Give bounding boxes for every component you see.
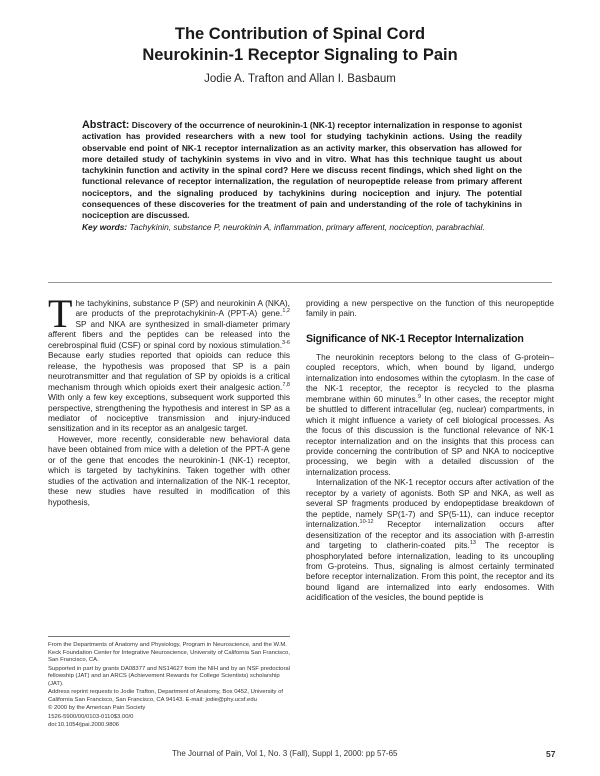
article-title <box>0 24 600 66</box>
keywords-text: Tachykinin, substance P, neurokinin A, inflammation, primary afferent, nociception, parabrachial. <box>127 221 485 232</box>
title-line-1: The Contribution of Spinal Cord <box>174 25 426 43</box>
text-run: The neurokinin receptors belong to the class of G-protein–coupled receptors, which, when bound by ligand, undergo internalization into endosomes within the cytoplasm. In the case of the NK-1 receptor, the receptor is recycled to the plasma membrane within 60 minutes. <box>306 351 554 404</box>
abstract-separator <box>48 282 552 283</box>
keywords-label: Key words: <box>82 221 128 232</box>
text-run: he tachykinins, substance P (SP) and neurokinin A (NKA), are products of the preprotachykinin-A (PPT-A) gene. <box>75 298 290 319</box>
citation: 9 <box>417 393 421 400</box>
citation: 1,2 <box>282 308 290 315</box>
affiliation-note: From the Departments of Anatomy and Physiology, Program in Neuroscience, and the W.M. Keck Foundation Center for Integrative Neuroscience, University of California San Francisco, San Francisco, CA. <box>48 642 290 663</box>
keywords <box>82 222 522 233</box>
issn-note: 1526-5900/00/0103-0110$3.00/0 <box>48 713 134 720</box>
section-paragraph-2 <box>306 477 554 602</box>
text-run: Receptor internalization occurs after desensitization of the receptor and its association with β-arrestin and targeting to clatherin-coated pits. <box>306 519 554 551</box>
page-number: 57 <box>546 749 556 759</box>
citation: 7,8 <box>282 381 290 388</box>
citation: 13 <box>469 540 476 547</box>
citation: 10-12 <box>359 519 374 526</box>
abstract-label: Abstract: <box>82 119 130 131</box>
author-line: Jodie A. Trafton and Allan I. Basbaum <box>204 73 396 85</box>
text-run: The receptor is phosphorylated before internalization, leading to its uncoupling from G-proteins. Thus, signaling is almost certainly terminated before receptor internalization. From this point, the receptor and its bound ligand are internalized into early endosomes. With acidification of the vesicles, the bound peptide is <box>306 540 554 603</box>
text-run: In other cases, the receptor might be shuttled to different intracellular (eg, nuclear) compartments, in which it might influence a variety of cell biological processes. As the focus of this discussion is the functional relevance of NK-1 receptor internalization and on the insights that this process can provide concerning the contribution of SP and NKA to nociceptive processing, we begin with a detailed discussion of the internalization process. <box>306 393 555 477</box>
funding-note: Supported in part by grants DA08377 and NS14627 from the NIH and by an NSF predoctoral fellowship (JAT) and an ARCS (Achievement Rewards for College Scientists) scholarship (JAT). <box>48 665 290 687</box>
abstract-text: Discovery of the occurrence of neurokinin-1 (NK-1) receptor internalization in response to agonist activation has provided researchers with a new tool for studying tachykinin actions. Using the readily observable end point of NK-1 receptor internalization as an activity marker, this observation has allowed for more detailed study of tachykinin systems in vivo and in vitro. What has this technique taught us about tachykinin function and activity in the spinal cord? Here we discuss recent findings, which shed light on the functional relevance of receptor internalization, the regulation of neuropeptide release from primary afferent nociceptors, and the signaling produced by tachykinins during nociception and injury. The potential consequences of these discoveries for the treatment of pain and understanding of the role of tachykinins in nociception are discussed. <box>82 120 522 221</box>
doi-note: doi:10.1054/jpai.2000.9806 <box>48 722 120 728</box>
citation: 3-6 <box>282 340 290 347</box>
footnote-block <box>48 642 290 731</box>
section-heading: Significance of NK-1 Receptor Internalization <box>306 332 524 345</box>
left-column <box>48 291 290 507</box>
continuation-paragraph: providing a new perspective on the function of this neuropeptide family in pain. <box>306 298 554 319</box>
text-run: Internalization of the NK-1 receptor occurs after activation of the receptor by a variety of agonists. Both SP and NKA, as well as several SP fragments produced by endopeptidase breakdown of the peptide, namely SP(1-7) and SP(5-11), can induce receptor internalization. <box>306 477 554 530</box>
copyright-note: © 2000 by the American Pain Society <box>48 705 146 711</box>
title-line-2: Neurokinin-1 Receptor Signaling to Pain <box>142 46 458 64</box>
right-column <box>306 298 554 603</box>
drop-cap: T <box>48 291 73 336</box>
section-paragraph-1 <box>306 352 554 477</box>
text-run: Because early studies reported that opioids can reduce this release, the hypothesis was proposed that SP is a pain neurotransmitter and that regulation of SP by opioids is a critical mechanism through which opioids exert their analgesic action. <box>48 350 290 392</box>
text-run: With only a few key exceptions, subsequent work supported this perspective, strengthening the hypothesis and interest in SP as a mediator of nociceptive transmission and injury-induced sensitization and in its receptor as an analgesic target. <box>48 392 290 434</box>
intro-paragraph-1 <box>48 291 290 434</box>
journal-citation: The Journal of Pain, Vol 1, No. 3 (Fall), Suppl 1, 2000: pp 57-65 <box>172 749 398 758</box>
footnote-rule <box>48 636 290 637</box>
reprint-note: Address reprint requests to Jodie Trafton, Department of Anatomy, Box 0452, University of California San Francisco, San Francisco, CA 94143. E-mail: jodie@phy.ucsf.edu <box>48 689 283 703</box>
text-run: SP and NKA are synthesized in small-diameter primary afferent fibers and the peptides can be released into the cerebrospinal fluid (CSF) or spinal cord by noxious stimulation. <box>48 318 290 350</box>
abstract-block <box>82 120 522 233</box>
intro-paragraph-2: However, more recently, considerable new behavioral data have been obtained from mice with a deletion of the PPT-A gene or of the gene that encodes the neurokinin-1 (NK-1) receptor, which is targeted by tachykinins. Taken together with other studies of the activation and internalization of the NK-1 receptor, these new studies have resulted in modification of this hypothesis, <box>48 433 290 507</box>
